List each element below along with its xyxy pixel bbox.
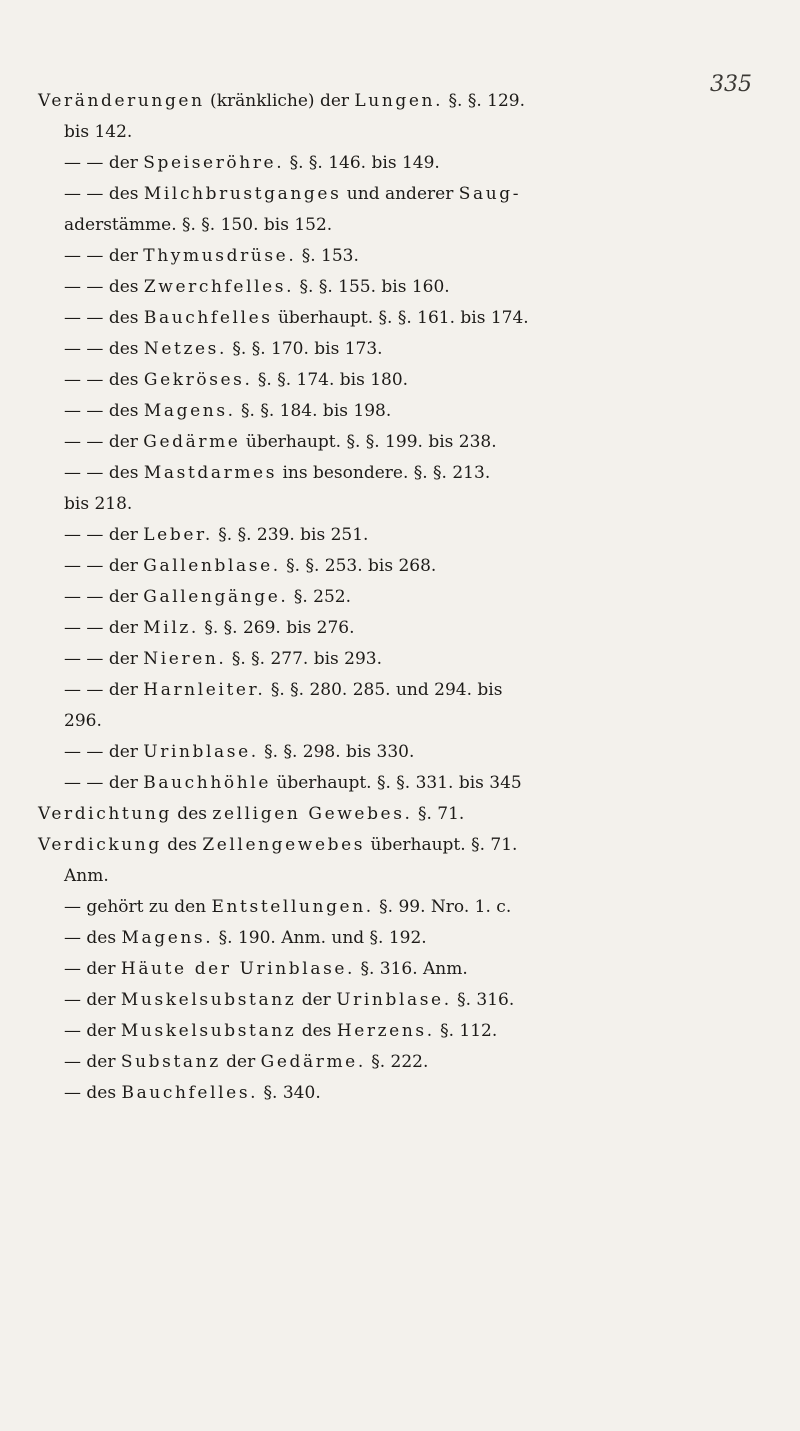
entry-reference: überhaupt. §. §. 161. bis 174. (272, 308, 529, 328)
index-entry (38, 179, 768, 241)
entry-keyword-2: Saug- (458, 184, 522, 204)
entry-dash: — — (64, 184, 109, 204)
entry-reference: §. §. 170. bis 173. (227, 339, 383, 359)
entry-reference: §. 71. (412, 804, 465, 824)
entry-keyword: Lungen. (354, 91, 444, 111)
entry-reference: überhaupt. §. §. 331. bis 345 (270, 773, 522, 793)
entry-text: gehört zu den (86, 897, 212, 917)
entry-text: des (108, 308, 144, 328)
entry-keyword-2: Urinblase. (336, 990, 452, 1010)
entry-keyword: Nieren. (143, 649, 227, 669)
entry-reference: der (220, 1052, 261, 1072)
entry-dash: — — (64, 680, 109, 700)
entry-reference: des (296, 1021, 337, 1041)
entry-keyword: Milchbrustganges (143, 184, 342, 204)
entry-text: (kränkliche) der (204, 91, 355, 111)
entry-text: der (86, 959, 121, 979)
entry-text: des (108, 184, 144, 204)
entry-keyword: Substanz (120, 1052, 221, 1072)
entry-heading: Verdickung (38, 835, 162, 855)
entry-reference: ins besondere. §. §. 213. (277, 463, 491, 483)
entry-reference: §. 340. (258, 1083, 321, 1103)
index-entry (38, 1078, 768, 1109)
index-entry (38, 954, 768, 985)
entry-text: der (108, 680, 144, 700)
entry-text: der (108, 153, 144, 173)
entry-continuation: bis 218. (64, 494, 133, 514)
entry-text: der (108, 773, 144, 793)
entry-dash: — — (64, 587, 109, 607)
index-entry (38, 86, 768, 148)
entry-reference: §. §. 277. bis 293. (226, 649, 382, 669)
entry-dash: — — (64, 401, 109, 421)
entry-continuation: Anm. (64, 866, 109, 886)
index-entry (38, 1016, 768, 1047)
entry-text: der (108, 649, 144, 669)
entry-text: des (108, 401, 144, 421)
entry-reference-tail: §. 316. (451, 990, 515, 1010)
entry-keyword: zelligen Gewebes. (212, 804, 413, 824)
index-entry (38, 458, 768, 520)
entry-text: des (86, 1083, 122, 1103)
entry-dash: — — (64, 649, 109, 669)
index-entry (38, 799, 768, 830)
entry-reference: §. §. 146. bis 149. (284, 153, 440, 173)
index-entry (38, 396, 768, 427)
entry-continuation: 296. (64, 711, 102, 731)
index-entry (38, 737, 768, 768)
index-entry (38, 148, 768, 179)
entry-dash: — — (64, 153, 109, 173)
entry-keyword: Speiseröhre. (143, 153, 285, 173)
entry-text: der (108, 618, 144, 638)
entry-dash: — (64, 1083, 87, 1103)
entry-keyword: Netzes. (143, 339, 228, 359)
entry-text: der (108, 556, 144, 576)
index-entry (38, 644, 768, 675)
index-entry (38, 892, 768, 923)
entry-keyword: Gallenblase. (143, 556, 281, 576)
entry-keyword: Häute der Urinblase. (120, 959, 356, 979)
entry-heading: Verdichtung (38, 804, 172, 824)
entry-text: des (108, 277, 144, 297)
entry-reference: §. 252. (288, 587, 351, 607)
entry-reference: §. 316. Anm. (355, 959, 468, 979)
entry-reference-tail: §. 112. (434, 1021, 498, 1041)
entry-keyword-2: Herzens. (336, 1021, 435, 1041)
entry-text: der (108, 525, 144, 545)
entry-reference: §. 190. Anm. und §. 192. (213, 928, 427, 948)
entry-text: des (86, 928, 122, 948)
entry-reference: §. §. 174. bis 180. (252, 370, 409, 390)
index-entry (38, 985, 768, 1016)
entry-text: der (86, 1052, 121, 1072)
entry-dash: — — (64, 618, 109, 638)
entry-dash: — (64, 928, 87, 948)
entry-keyword: Mastdarmes (143, 463, 278, 483)
entry-reference-tail: §. 222. (365, 1052, 429, 1072)
entry-dash: — — (64, 277, 109, 297)
entry-text: des (108, 463, 144, 483)
entry-text: der (108, 742, 144, 762)
entry-dash: — (64, 1052, 87, 1072)
entry-dash: — — (64, 370, 109, 390)
entry-dash: — — (64, 773, 109, 793)
page-number: 335 (710, 72, 752, 97)
entry-keyword: Milz. (143, 618, 199, 638)
entry-text: der (108, 432, 144, 452)
entry-keyword: Muskelsubstanz (120, 1021, 297, 1041)
index-entry (38, 520, 768, 551)
entry-text: der (86, 1021, 121, 1041)
entry-reference: und anderer (341, 184, 459, 204)
entry-dash: — (64, 959, 87, 979)
entry-keyword: Gekröses. (143, 370, 253, 390)
entry-dash: — — (64, 339, 109, 359)
index-entry (38, 613, 768, 644)
index-entry (38, 427, 768, 458)
entry-dash: — — (64, 463, 109, 483)
index-entry (38, 830, 768, 892)
entry-keyword: Zwerchfelles. (143, 277, 295, 297)
entry-text: der (108, 246, 144, 266)
entry-reference: §. §. 280. 285. und 294. bis (265, 680, 503, 700)
entry-dash: — (64, 1021, 87, 1041)
entry-reference: §. §. 253. bis 268. (280, 556, 437, 576)
entry-dash: — — (64, 556, 109, 576)
index-entry (38, 923, 768, 954)
entry-reference: überhaupt. §. §. 199. bis 238. (240, 432, 497, 452)
entry-keyword: Zellengewebes (202, 835, 366, 855)
index-entry (38, 675, 768, 737)
entry-dash: — — (64, 308, 109, 328)
index-entry (38, 1047, 768, 1078)
entry-dash: — — (64, 742, 109, 762)
entry-keyword: Bauchfelles (143, 308, 273, 328)
entry-reference: §. 153. (296, 246, 359, 266)
entry-keyword: Harnleiter. (143, 680, 266, 700)
entry-reference: §. §. 155. bis 160. (294, 277, 450, 297)
entry-text: der (108, 587, 144, 607)
entry-dash: — — (64, 432, 109, 452)
entry-reference: §. §. 184. bis 198. (235, 401, 392, 421)
entry-dash: — (64, 990, 87, 1010)
entry-keyword: Magens. (143, 401, 236, 421)
index-entry (38, 551, 768, 582)
entry-text: der (86, 990, 121, 1010)
entry-keyword-2: Gedärme. (260, 1052, 366, 1072)
entry-text: des (171, 804, 213, 824)
entry-keyword: Gallengänge. (143, 587, 289, 607)
entry-keyword: Bauchhöhle (143, 773, 271, 793)
entry-reference: §. §. 129. (443, 91, 525, 111)
entry-text: des (108, 339, 144, 359)
entry-keyword: Bauchfelles. (121, 1083, 259, 1103)
index-entry (38, 768, 768, 799)
entry-continuation: aderstämme. §. §. 150. bis 152. (64, 215, 333, 235)
entry-dash: — — (64, 246, 109, 266)
entry-keyword: Thymusdrüse. (143, 246, 297, 266)
index-entry (38, 582, 768, 613)
entry-reference: der (296, 990, 337, 1010)
entry-keyword: Entstellungen. (211, 897, 374, 917)
entry-keyword: Muskelsubstanz (120, 990, 297, 1010)
index-entry (38, 365, 768, 396)
entry-heading: Veränderungen (38, 91, 205, 111)
entry-dash: — — (64, 525, 109, 545)
entry-text: des (161, 835, 203, 855)
entry-reference: §. §. 239. bis 251. (212, 525, 369, 545)
entry-keyword: Leber. (143, 525, 213, 545)
entry-dash: — (64, 897, 87, 917)
entry-reference: §. §. 269. bis 276. (198, 618, 355, 638)
index-entry (38, 334, 768, 365)
entry-reference: §. 99. Nro. 1. c. (373, 897, 512, 917)
index-entry (38, 241, 768, 272)
entry-reference: überhaupt. §. 71. (365, 835, 518, 855)
index-list (38, 86, 768, 1109)
index-entry (38, 272, 768, 303)
entry-continuation: bis 142. (64, 122, 133, 142)
entry-text: des (108, 370, 144, 390)
entry-keyword: Urinblase. (143, 742, 259, 762)
index-entry (38, 303, 768, 334)
entry-keyword: Magens. (121, 928, 214, 948)
entry-keyword: Gedärme (143, 432, 241, 452)
entry-reference: §. §. 298. bis 330. (258, 742, 415, 762)
